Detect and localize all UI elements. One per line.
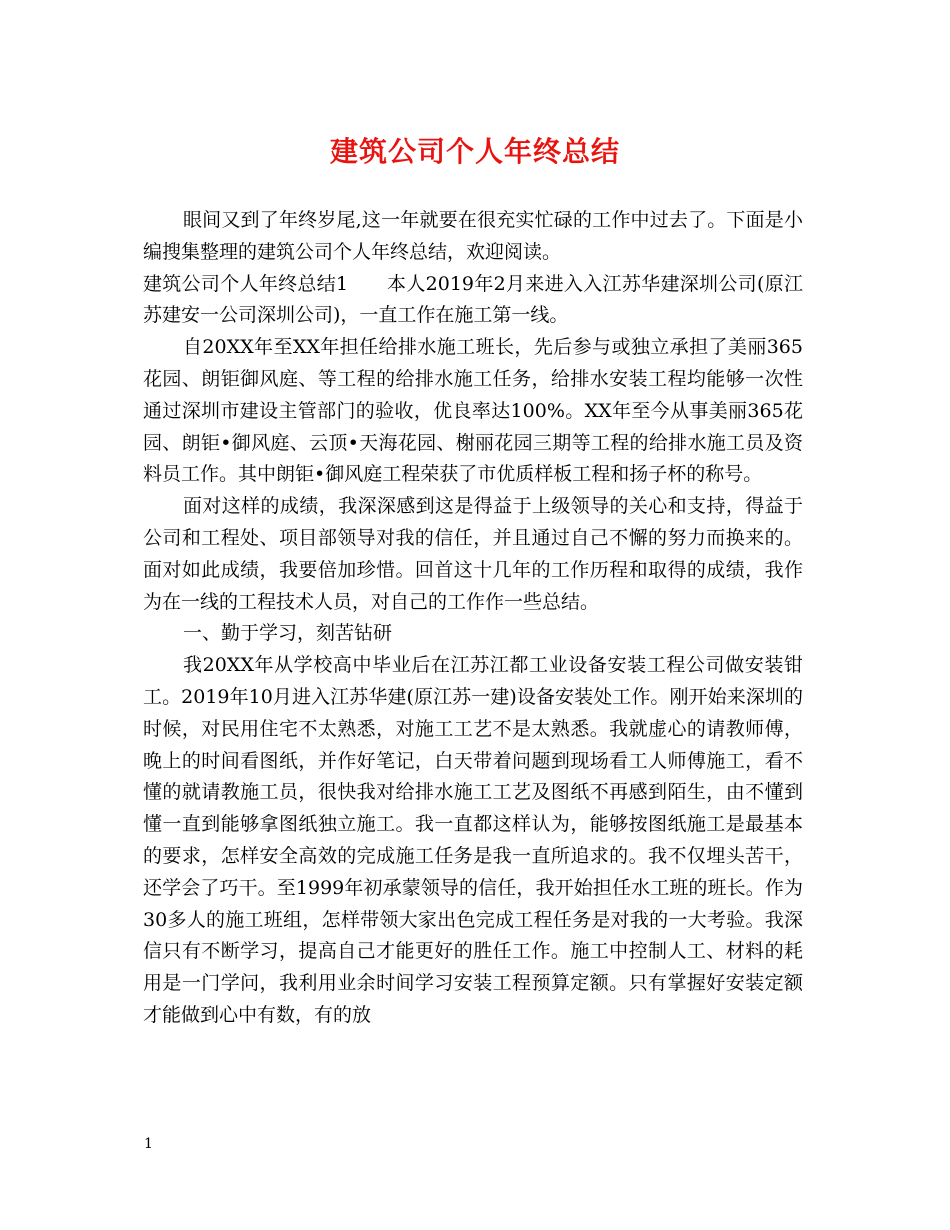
- page-number: 1: [144, 1136, 153, 1152]
- paragraph-summary-heading: 建筑公司个人年终总结1 本人2019年2月来进入入江苏华建深圳公司(原江苏建安一公司深圳公司)，一直工作在施工第一线。: [143, 272, 803, 327]
- page-title: 建筑公司个人年终总结: [329, 135, 620, 168]
- paragraph-study: 我20XX年从学校高中毕业后在江苏江都工业设备安装工程公司做安装钳工。2019年10月进入江苏华建(原江苏一建)设备安装处工作。刚开始来深圳的时候，对民用住宅不太熟悉，对施工工艺不是太熟悉。我就虚心的请教师傅，晚上的时间看图纸，并作好笔记，白天带着问题到现场看工人师傅施工，看不懂的就请教施工员，很快我对给排水施工工艺及图纸不再感到陌生，由不懂到懂一直到能够拿图纸独立施工。我一直都这样认为，能够按图纸施工是最基本的要求，怎样安全高效的完成施工任务是我一直所追求的。我不仅埋头苦干，还学会了巧干。至1999年初承蒙领导的信任，我开始担任水工班的班长。作为30多人的施工班组，怎样带领大家出色完成工程任务是对我的一大考验。我深信只有不断学习，提高自己才能更好的胜任工作。施工中控制人工、材料的耗用是一门学问，我利用业余时间学习安装工程预算定额。只有掌握好安装定额才能做到心中有数，有的放: [143, 654, 803, 1026]
- paragraph-intro: 眼间又到了年终岁尾,这一年就要在很充实忙碌的工作中过去了。下面是小编搜集整理的建筑公司个人年终总结，欢迎阅读。: [143, 209, 803, 263]
- paragraph-achievements: 面对这样的成绩，我深深感到这是得益于上级领导的关心和支持，得益于公司和工程处、项目部领导对我的信任，并且通过自己不懈的努力而换来的。面对如此成绩，我要倍加珍惜。回首这十几年的工作历程和取得的成绩，我作为在一线的工程技术人员，对自己的工作作一些总结。: [143, 495, 803, 613]
- paragraph-experience: 自20XX年至XX年担任给排水施工班长，先后参与或独立承担了美丽365花园、朗钜御风庭、等工程的给排水施工任务，给排水安装工程均能够一次性通过深圳市建设主管部门的验收，优良率达100%。XX年至今从事美丽365花园、朗钜•御风庭、云顶•天海花园、榭丽花园三期等工程的给排水施工员及资料员工作。其中朗钜•御风庭工程荣获了市优质样板工程和扬子杯的称号。: [143, 336, 803, 486]
- section-heading-study: 一、勤于学习，刻苦钻研: [183, 622, 393, 645]
- document-body: [143, 205, 803, 1032]
